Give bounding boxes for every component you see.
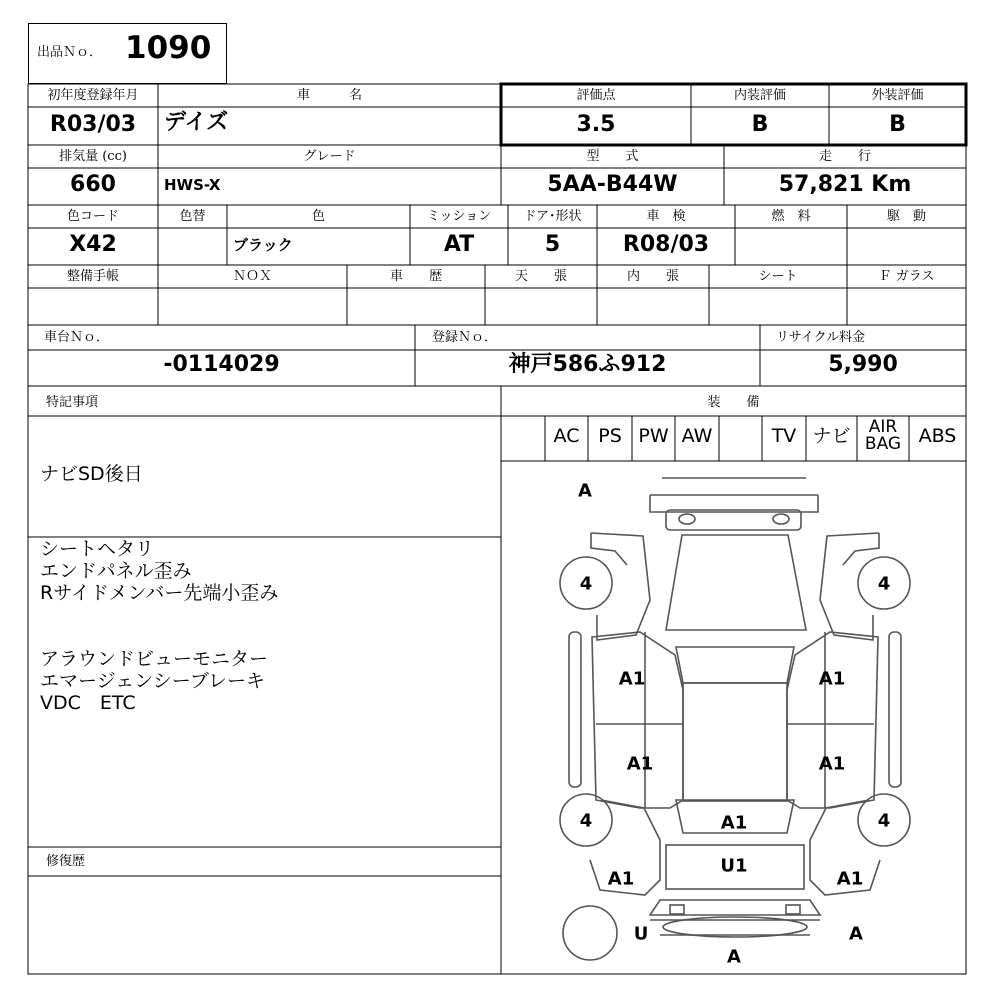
damage-spare: U	[633, 923, 649, 945]
value-chassis: -0114029	[163, 352, 280, 377]
damage-rear-roof: A1	[720, 812, 748, 834]
damage-right-quarter: A1	[836, 868, 864, 890]
value-mileage: 57,821 Km	[778, 172, 912, 197]
label-headliner: 天 張	[514, 269, 567, 284]
label-displacement: 排気量 (cc)	[59, 149, 127, 164]
label-inspection: 車 検	[646, 209, 686, 224]
damage-left-front-door: A1	[618, 668, 646, 690]
label-notes: 特記事項	[46, 395, 99, 410]
label-registration: 登録Ｎｏ．	[432, 330, 498, 345]
label-exterior: 外装評価	[871, 88, 924, 103]
label-car-name: 車 名	[296, 88, 362, 103]
label-mission: ミッション	[426, 209, 492, 224]
damage-front-bumper: A	[578, 480, 592, 502]
value-grade: HWS-X	[164, 176, 221, 194]
label-doors: ドア･形状	[523, 209, 582, 224]
damage-rear-left-wheel: 4	[579, 810, 593, 832]
label-interior: 内装評価	[733, 88, 786, 103]
equip-aw: AW	[681, 425, 713, 447]
lot-label: 出品Ｎｏ．	[37, 45, 103, 60]
label-history: 車 歴	[389, 269, 442, 284]
lot-number: 1090	[125, 30, 212, 66]
label-score: 評価点	[576, 88, 616, 103]
value-recycle: 5,990	[828, 352, 898, 377]
label-color-code: 色コード	[66, 209, 119, 224]
damage-hatch: U1	[720, 855, 748, 877]
value-inspection: R08/03	[622, 232, 710, 257]
value-score: 3.5	[576, 112, 616, 137]
damage-front-left-wheel: 4	[579, 573, 593, 595]
damage-front-right-wheel: 4	[877, 573, 891, 595]
equip-navi: ナビ	[812, 425, 851, 447]
value-model: 5AA-B44W	[547, 172, 678, 197]
equip-tv: TV	[771, 425, 797, 447]
value-registration: 神戸586ふ912	[508, 352, 667, 377]
damage-right-front-door: A1	[818, 668, 846, 690]
damage-left-rear-door: A1	[626, 753, 654, 775]
damage-rear-bumper: A	[727, 946, 741, 968]
label-drive: 駆 動	[886, 209, 926, 224]
notes-top: ナビSD後日	[40, 463, 143, 485]
label-repair-history: 修復歴	[46, 854, 86, 869]
value-color-code: X42	[69, 232, 117, 257]
value-first-registration: R03/03	[49, 112, 137, 137]
label-maintenance-book: 整備手帳	[66, 269, 119, 284]
equip-ps: PS	[598, 425, 622, 447]
equip-abs: ABS	[918, 425, 957, 447]
label-mileage: 走 行	[818, 149, 871, 164]
value-interior: B	[751, 112, 769, 137]
value-color: ブラック	[233, 236, 293, 254]
label-fuel: 燃 料	[771, 209, 811, 224]
label-first-registration: 初年度登録年月	[47, 88, 139, 103]
notes-main: シートヘタリ エンドパネル歪み Rサイドメンバー先端小歪み アラウンドビューモニター エマージェンシーブレーキ VDC ETC	[40, 538, 279, 714]
value-mission: AT	[443, 232, 475, 257]
label-equipment: 装 備	[707, 395, 760, 410]
equip-pw: PW	[638, 425, 669, 447]
label-chassis: 車台Ｎｏ．	[44, 330, 110, 345]
label-color: 色	[311, 209, 325, 224]
value-exterior: B	[889, 112, 906, 137]
damage-rear-right-corner: A	[849, 923, 863, 945]
damage-right-rear-door: A1	[818, 753, 846, 775]
value-displacement: 660	[70, 172, 116, 197]
label-front-glass: Ｆ ガラス	[878, 269, 935, 284]
label-color-change: 色替	[179, 209, 206, 224]
label-recycle: リサイクル料金	[776, 330, 866, 345]
label-interior-trim: 内 張	[626, 269, 679, 284]
equip-airbag: AIR BAG	[864, 417, 902, 454]
label-nox: ＮＯＸ	[232, 269, 272, 284]
value-doors: 5	[544, 232, 561, 257]
label-model: 型 式	[586, 149, 639, 164]
equip-ac: AC	[553, 425, 580, 447]
damage-left-quarter: A1	[607, 868, 635, 890]
damage-rear-right-wheel: 4	[877, 810, 891, 832]
value-car-name: デイズ	[164, 110, 229, 135]
label-grade: グレード	[303, 149, 356, 164]
label-seat: シート	[758, 269, 798, 284]
